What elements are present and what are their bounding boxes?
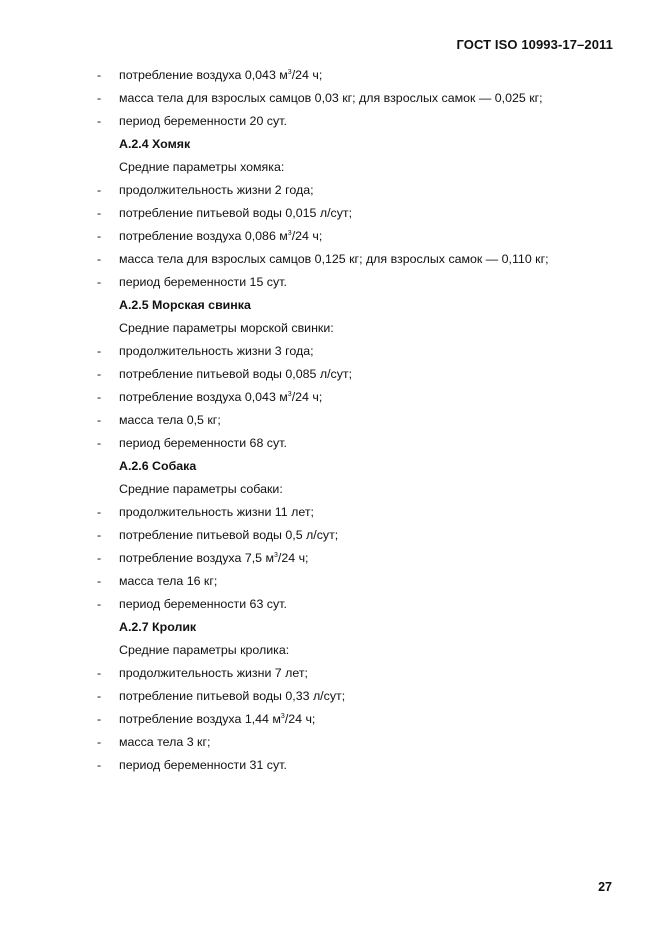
list-item-text: потребление воздуха 7,5 $м^3/24$ ч; bbox=[119, 551, 309, 565]
list-item-text: масса тела для взрослых самцов 0,125 кг; для взрослых самок — 0,110 кг; bbox=[119, 252, 549, 266]
page-body bbox=[0, 66, 661, 779]
list-item-text: масса тела 3 кг; bbox=[119, 735, 211, 749]
page-number: 27 bbox=[598, 880, 612, 894]
list-dash: - bbox=[97, 689, 102, 703]
list-dash: - bbox=[97, 735, 102, 749]
list-dash: - bbox=[97, 528, 102, 542]
section-heading-text: А.2.4 Хомяк bbox=[119, 137, 191, 151]
list-item bbox=[0, 66, 661, 89]
section-heading-text: А.2.7 Кролик bbox=[119, 620, 197, 634]
list-item bbox=[0, 250, 661, 273]
paragraph-text: Средние параметры морской свинки: bbox=[119, 321, 334, 335]
list-item bbox=[0, 89, 661, 112]
list-item-text: масса тела 16 кг; bbox=[119, 574, 218, 588]
list-dash: - bbox=[97, 344, 102, 358]
list-item bbox=[0, 112, 661, 135]
list-item bbox=[0, 503, 661, 526]
superscript: 3 bbox=[274, 552, 278, 559]
section-heading bbox=[0, 296, 661, 319]
list-item-text: продолжительность жизни 7 лет; bbox=[119, 666, 308, 680]
list-item-text: продолжительность жизни 11 лет; bbox=[119, 505, 314, 519]
list-item bbox=[0, 710, 661, 733]
superscript: 3 bbox=[287, 391, 292, 398]
list-dash: - bbox=[97, 91, 102, 105]
list-item bbox=[0, 756, 661, 779]
section-heading-text: А.2.6 Собака bbox=[119, 459, 197, 473]
paragraph-text: Средние параметры кролика: bbox=[119, 643, 290, 657]
list-item-text: период беременности 15 сут. bbox=[119, 275, 287, 289]
list-item bbox=[0, 549, 661, 572]
paragraph bbox=[0, 641, 661, 664]
list-dash: - bbox=[97, 413, 102, 427]
list-dash: - bbox=[97, 252, 102, 266]
section-heading bbox=[0, 135, 661, 158]
list-item bbox=[0, 365, 661, 388]
list-item-text: потребление питьевой воды 0,33 л/сут; bbox=[119, 689, 346, 703]
list-item bbox=[0, 595, 661, 618]
list-item-text: продолжительность жизни 3 года; bbox=[119, 344, 314, 358]
list-item-text: потребление воздуха 0,043 $м^3/24$ ч; bbox=[119, 68, 323, 82]
list-item bbox=[0, 664, 661, 687]
list-item-text: продолжительность жизни 2 года; bbox=[119, 183, 314, 197]
list-dash: - bbox=[97, 758, 102, 772]
list-item bbox=[0, 687, 661, 710]
list-item-text: масса тела 0,5 кг; bbox=[119, 413, 221, 427]
list-dash: - bbox=[97, 68, 102, 82]
list-dash: - bbox=[97, 275, 102, 289]
paragraph-text: Средние параметры хомяка: bbox=[119, 160, 285, 174]
list-item-text: потребление воздуха 0,043 $м^3/24$ ч; bbox=[119, 390, 323, 404]
list-dash: - bbox=[97, 505, 102, 519]
list-item-text: потребление питьевой воды 0,5 л/сут; bbox=[119, 528, 339, 542]
list-item bbox=[0, 181, 661, 204]
list-item bbox=[0, 434, 661, 457]
list-item-text: период беременности 63 сут. bbox=[119, 597, 287, 611]
list-item bbox=[0, 733, 661, 756]
section-heading bbox=[0, 618, 661, 641]
list-item bbox=[0, 526, 661, 549]
document-id: ГОСТ ISO 10993-17–2011 bbox=[456, 37, 613, 52]
paragraph bbox=[0, 480, 661, 503]
list-item bbox=[0, 342, 661, 365]
list-dash: - bbox=[97, 114, 102, 128]
list-dash: - bbox=[97, 367, 102, 381]
list-dash: - bbox=[97, 436, 102, 450]
superscript: 3 bbox=[287, 69, 292, 76]
list-item bbox=[0, 411, 661, 434]
list-item-text: период беременности 68 сут. bbox=[119, 436, 287, 450]
list-item-text: масса тела для взрослых самцов 0,03 кг; для взрослых самок — 0,025 кг; bbox=[119, 91, 543, 105]
list-dash: - bbox=[97, 551, 102, 565]
list-item-text: потребление воздуха 0,086 $м^3/24$ ч; bbox=[119, 229, 323, 243]
list-dash: - bbox=[97, 666, 102, 680]
list-dash: - bbox=[97, 390, 102, 404]
paragraph bbox=[0, 158, 661, 181]
list-item-text: потребление питьевой воды 0,015 л/сут; bbox=[119, 206, 353, 220]
list-item bbox=[0, 227, 661, 250]
list-item bbox=[0, 388, 661, 411]
section-heading-text: А.2.5 Морская свинка bbox=[119, 298, 251, 312]
list-item-text: период беременности 31 сут. bbox=[119, 758, 287, 772]
paragraph-text: Средние параметры собаки: bbox=[119, 482, 283, 496]
paragraph bbox=[0, 319, 661, 342]
superscript: 3 bbox=[280, 713, 285, 720]
list-dash: - bbox=[97, 229, 102, 243]
list-item-text: потребление питьевой воды 0,085 л/сут; bbox=[119, 367, 353, 381]
list-dash: - bbox=[97, 712, 102, 726]
list-dash: - bbox=[97, 597, 102, 611]
list-item bbox=[0, 204, 661, 227]
list-item bbox=[0, 273, 661, 296]
list-dash: - bbox=[97, 183, 102, 197]
list-item-text: период беременности 20 сут. bbox=[119, 114, 287, 128]
list-dash: - bbox=[97, 206, 102, 220]
list-item-text: потребление воздуха 1,44 $м^3/24$ ч; bbox=[119, 712, 316, 726]
list-dash: - bbox=[97, 574, 102, 588]
section-heading bbox=[0, 457, 661, 480]
list-item bbox=[0, 572, 661, 595]
superscript: 3 bbox=[287, 230, 292, 237]
